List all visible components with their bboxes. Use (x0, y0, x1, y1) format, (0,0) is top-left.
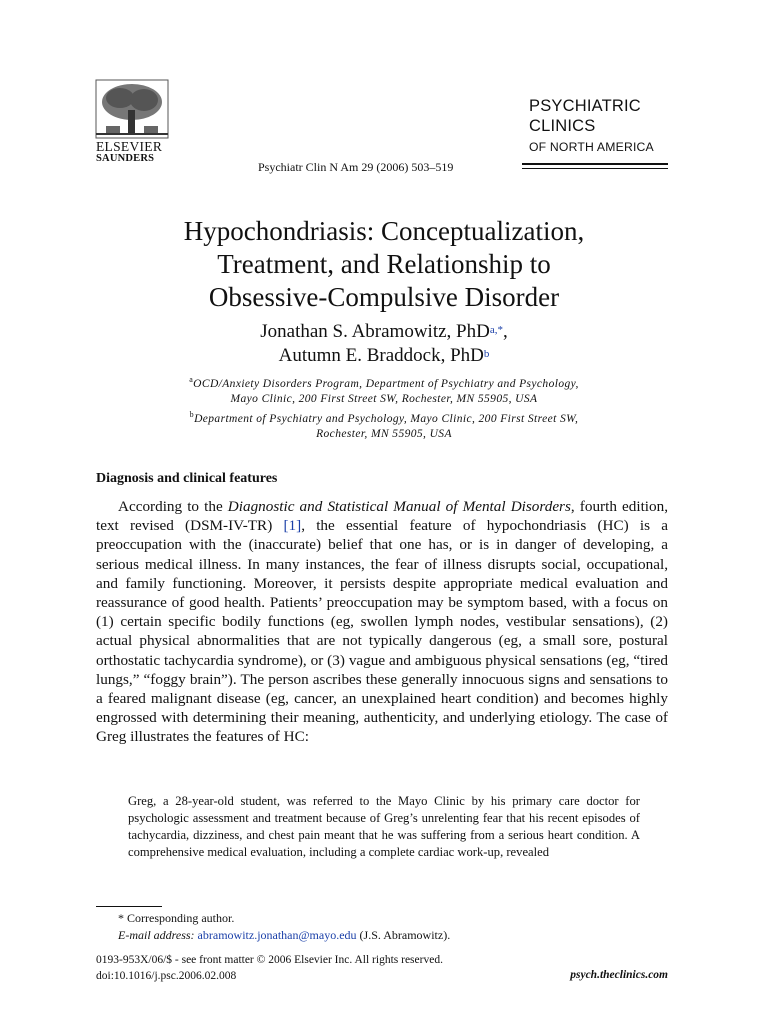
footnote-rule (96, 906, 162, 907)
affiliations (0, 372, 768, 442)
title-line-2: Treatment, and Relationship to (217, 249, 551, 279)
section-heading: Diagnosis and clinical features (96, 471, 278, 486)
header-rule-bottom (522, 168, 668, 169)
email-label: E-mail address: (118, 928, 195, 942)
footnote-corresponding: * Corresponding author. (118, 911, 235, 925)
header-rule-top (522, 163, 668, 165)
journal-name-line1: PSYCHIATRIC (529, 97, 641, 115)
reference-link[interactable]: [1] (283, 517, 302, 535)
journal-name-line3: OF NORTH AMERICA (529, 140, 654, 154)
affil-a-marker: a (189, 375, 194, 384)
author-2 (0, 344, 768, 368)
title-line-1: Hypochondriasis: Conceptualization, (183, 216, 585, 246)
journal-name (529, 96, 654, 157)
affil-b-line1: Department of Psychiatry and Psychology, Mayo Clinic, 200 First Street SW, (194, 412, 579, 425)
author-2-name: Autumn E. Braddock, PhD (278, 345, 484, 366)
publisher-name: ELSEVIER (96, 139, 163, 154)
article-title (0, 215, 768, 314)
email-suffix: (J.S. Abramowitz). (356, 928, 451, 942)
author-1: Jonathan S. Abramowitz, PhD$^{a,*}$, (260, 321, 508, 342)
copyright-block (96, 953, 443, 984)
affil-a-line1: OCD/Anxiety Disorders Program, Department of Psychiatry and Psychology, (193, 377, 579, 390)
affil-b-line2: Rochester, MN 55905, USA (316, 427, 452, 440)
para-text-2: , fourth edition, text revised (DSM-IV-TR) (96, 498, 668, 535)
affil-b-marker: b (189, 409, 195, 419)
journal-name-line2: CLINICS (529, 117, 596, 135)
case-study-text: Greg, a 28-year-old student, was referred to the Mayo Clinic by his primary care doctor for psychologic assessment and treatment because of Greg’s unrelenting fear that his recent episodes of tachycardia, dizziness, and chest pain meant that he was suffering from a serious heart condition. A comprehensive medical evaluation, including a complete cardiac work-up, revealed (128, 794, 640, 859)
journal-citation: Psychiatr Clin N Am 29 (2006) 503–519 (258, 160, 454, 174)
issn-line: 0193-953X/06/$ - see front matter © 2006 Elsevier Inc. All rights reserved. (96, 954, 443, 966)
body-paragraph (96, 497, 668, 747)
title-line-3: Obsessive-Compulsive Disorder (208, 282, 560, 312)
para-text-3: , the essential feature of hypochondriasis (HC) is a preoccupation with the (inaccurate) belief that one has, or is in danger of developing, a serious medical illness. In many instances, the fear of illness disrupts social, occupational, and family functioning. Moreover, it persists despite appropriate medical evaluation and reassurance of good health. Patients’ preoccupation may be symptom based, with a focus on (1) certain specific bodily functions (eg, swollen lymph nodes, vestibular sensations), (2) actual physical abnormalities that are not typically dangerous (eg, a small sore, postural orthostatic tachycardia syndrome), or (3) vague and ambiguous physical sensations (eg, “tired lungs,” “foggy brain”). The person ascribes these generally innocuous signs and sensations to a feared malignant disease (eg, cancer, an unexplained heart condition) and becomes highly engrossed with determining their meaning, authenticity, and underlying etiology. The case of Greg illustrates the features of HC: (96, 517, 668, 746)
author-1-name: Jonathan S. Abramowitz, PhD (260, 321, 490, 342)
author-2-affil-link[interactable]: b (483, 348, 490, 360)
author-1-affil-link[interactable]: a,* (489, 324, 503, 336)
para-text-1: According to the (118, 498, 228, 515)
email-link[interactable]: abramowitz.jonathan@mayo.edu (197, 928, 357, 942)
journal-website[interactable]: psych.theclinics.com (570, 969, 668, 981)
publisher-imprint: SAUNDERS (96, 153, 155, 164)
doi-line: doi:10.1016/j.psc.2006.02.008 (96, 969, 237, 982)
footnote (118, 910, 450, 944)
para-italic-title: Diagnostic and Statistical Manual of Mental Disorders (227, 498, 571, 515)
author-list (0, 320, 768, 368)
affil-a-line2: Mayo Clinic, 200 First Street SW, Rochester, MN 55905, USA (230, 392, 538, 405)
